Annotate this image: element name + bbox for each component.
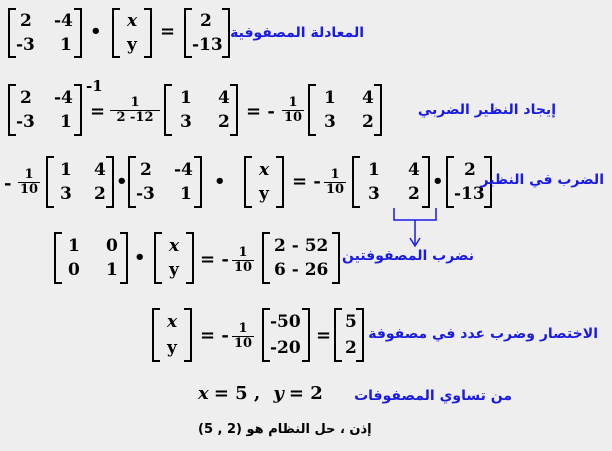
matrix-entry: 3: [324, 112, 336, 132]
matrix-entry: 2: [464, 160, 476, 180]
matrix-entry: 1: [180, 88, 192, 108]
matrix-entry: 1: [368, 160, 380, 180]
matrix-entry: -13: [454, 184, 485, 204]
equals-minus: = -: [200, 325, 229, 346]
equals-sign: =: [160, 21, 176, 42]
matrix-m: [46, 156, 114, 208]
solution-line: [198, 384, 323, 404]
step-label-multiply-inverse: الضرب في النظير: [480, 172, 604, 188]
matrix-m: [164, 84, 238, 136]
matrix-entry: 6 - 26: [274, 260, 329, 280]
fraction-denominator: 10: [325, 182, 345, 197]
dot-operator: •: [90, 21, 102, 42]
matrix-entry: 1: [60, 160, 72, 180]
solution-y-var: y: [273, 383, 284, 404]
fraction: [232, 322, 254, 351]
equals-sign: =: [316, 325, 332, 346]
matrix-entry: y: [127, 35, 137, 55]
matrix-identity: [54, 232, 128, 284]
fraction-numerator: 1: [238, 245, 248, 260]
matrix-entry: 4: [408, 160, 420, 180]
matrix-entry: 5: [345, 312, 357, 332]
matrix-x: [244, 156, 284, 208]
equals-minus: = -: [200, 249, 229, 270]
fraction-numerator: 1: [24, 167, 34, 182]
matrix-entry: -4: [174, 160, 193, 180]
matrix-entry: 2: [200, 11, 212, 31]
matrix-entry: 0: [68, 260, 80, 280]
matrix-entry: y: [169, 260, 179, 280]
matrix-b: [184, 8, 230, 58]
solution-x-value: = 5 ,: [213, 383, 261, 404]
step-label-find-inverse: إيجاد النظير الضربي: [417, 102, 556, 118]
fraction: [232, 246, 254, 275]
equals-sign: =: [90, 101, 106, 122]
matrix-a: [8, 84, 82, 136]
matrix-entry: 3: [60, 184, 72, 204]
equals-minus: = -: [292, 171, 321, 192]
step-label-simplify: الاختصار وضرب عدد في مصفوفة: [368, 326, 598, 342]
matrix-entry: y: [259, 184, 269, 204]
matrix-entry: x: [167, 312, 178, 332]
matrix-entry: 4: [362, 88, 374, 108]
matrix-x: [152, 308, 192, 362]
fraction-denominator: 10: [233, 336, 253, 351]
matrix-entry: 2: [94, 184, 106, 204]
dot-operator: •: [432, 171, 444, 192]
matrix-a: [128, 156, 202, 208]
matrix-result: [334, 308, 364, 362]
multiply-bracket-arrow-icon: [390, 208, 440, 250]
matrix-product: [262, 308, 310, 362]
fraction-numerator: 1: [330, 167, 340, 182]
matrix-product: [262, 232, 340, 284]
step-label-matrix-equation: المعادلة المصفوفية: [230, 25, 364, 41]
dot-operator: •: [134, 247, 146, 268]
matrix-x: [154, 232, 194, 284]
matrix-entry: 2: [345, 338, 357, 358]
fraction: [282, 96, 304, 125]
fraction-denominator: 10: [19, 182, 39, 197]
matrix-entry: 2: [20, 88, 32, 108]
minus-sign: -: [4, 173, 12, 194]
matrix-entry: 1: [106, 260, 118, 280]
fraction-denominator: 2 -12: [110, 110, 160, 125]
dot-operator: •: [116, 171, 128, 192]
matrix-entry: 2: [408, 184, 420, 204]
matrix-entry: y: [167, 338, 177, 358]
matrix-entry: 1: [60, 35, 72, 55]
matrix-entry: -3: [136, 184, 155, 204]
matrix-entry: 2: [362, 112, 374, 132]
fraction-numerator: 1: [130, 95, 140, 110]
matrix-m: [352, 156, 430, 208]
matrix-entry: 0: [106, 236, 118, 256]
fraction: [324, 168, 346, 197]
matrix-entry: 4: [94, 160, 106, 180]
equals-minus: = -: [246, 101, 275, 122]
matrix-entry: -4: [54, 11, 73, 31]
matrix-entry: 3: [180, 112, 192, 132]
matrix-entry: x: [259, 160, 270, 180]
fraction-denominator: 10: [233, 260, 253, 275]
solution-y-value: = 2: [288, 383, 323, 404]
fraction-numerator: 1: [288, 95, 298, 110]
fraction-numerator: 1: [238, 321, 248, 336]
matrix-entry: 2: [218, 112, 230, 132]
matrix-entry: x: [169, 236, 180, 256]
fraction: [110, 96, 160, 125]
fraction: [18, 168, 40, 197]
dot-operator: •: [214, 171, 226, 192]
matrix-entry: 3: [368, 184, 380, 204]
matrix-a: [8, 8, 82, 58]
conclusion-text: إذن ، حل النظام هو (2 , 5): [198, 422, 372, 437]
matrix-entry: 2: [140, 160, 152, 180]
matrix-entry: -3: [16, 112, 35, 132]
matrix-entry: -3: [16, 35, 35, 55]
matrix-entry: -13: [192, 35, 223, 55]
matrix-entry: 2: [20, 11, 32, 31]
matrix-entry: 1: [180, 184, 192, 204]
matrix-entry: 1: [68, 236, 80, 256]
matrix-entry: 2 - 52: [274, 236, 329, 256]
matrix-entry: x: [127, 11, 138, 31]
matrix-entry: -4: [54, 88, 73, 108]
matrix-entry: 4: [218, 88, 230, 108]
matrix-x: [112, 8, 152, 58]
matrix-entry: 1: [60, 112, 72, 132]
fraction-denominator: 10: [283, 110, 303, 125]
solution-x-var: x: [198, 383, 209, 404]
matrix-entry: -50: [270, 312, 301, 332]
step-label-multiply-matrices: نضرب المصفوفتين: [342, 248, 474, 264]
step-label-matrix-equality: من تساوي المصفوفات: [354, 388, 512, 404]
matrix-entry: -20: [270, 338, 301, 358]
matrix-m: [308, 84, 382, 136]
inverse-exponent: -1: [86, 77, 103, 95]
matrix-entry: 1: [324, 88, 336, 108]
